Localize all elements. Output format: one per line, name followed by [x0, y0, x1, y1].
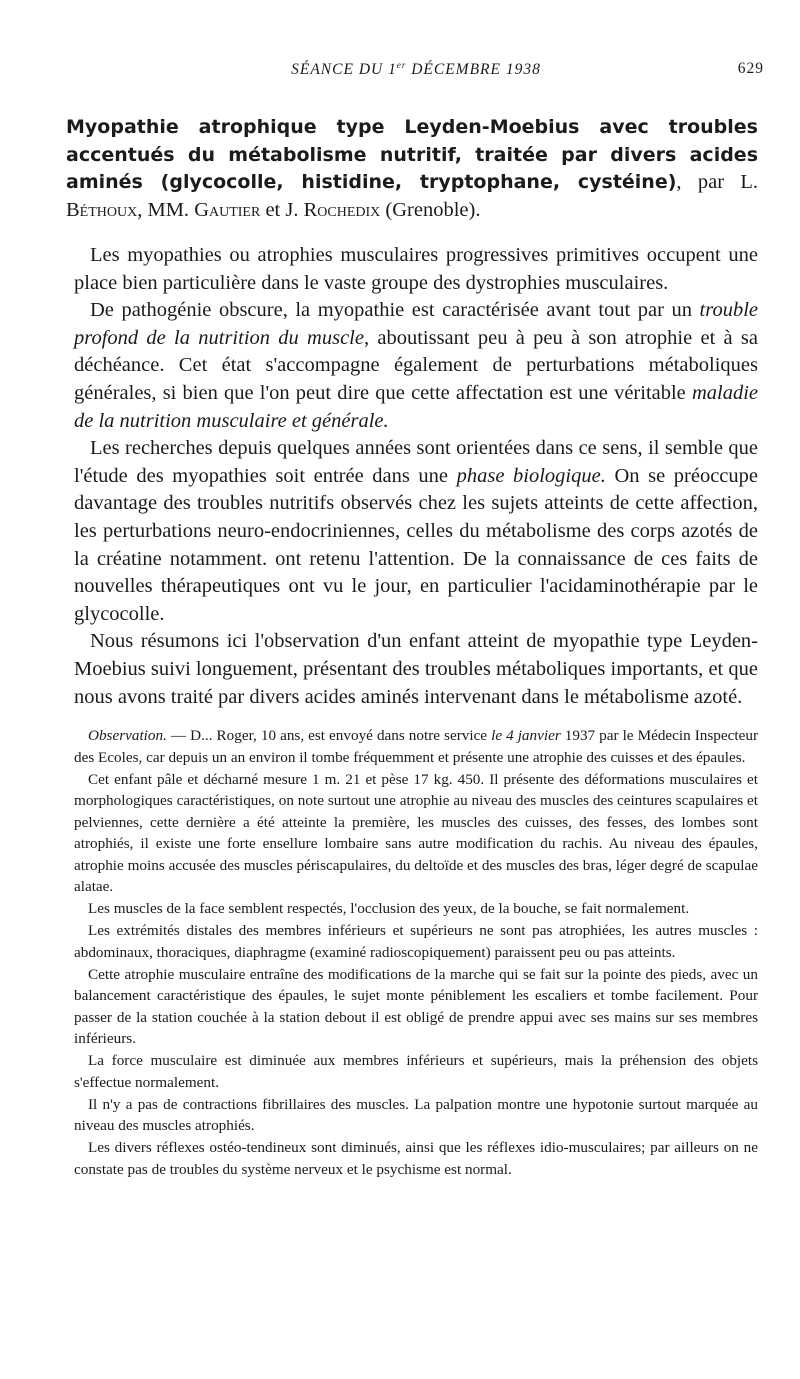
page-number: 629	[737, 60, 764, 77]
observation-paragraph: La force musculaire est diminuée aux membres inférieurs et supérieurs, mais la préhension des objets s'effectue normalement.	[74, 1052, 758, 1091]
observation-label: Observation.	[88, 727, 167, 745]
page	[66, 56, 764, 1180]
observation-paragraph: Il n'y a pas de contractions fibrillaires des muscles. La palpation montre une hypotonie surtout marquée au niveau des muscles atrophiés.	[74, 1095, 758, 1135]
title-text: Myopathie atrophique type Leyden-Moebius avec troubles accentués du métabolisme nutritif, traitée par divers acides aminés (glycocolle, histidine, tryptophane, cystéine)	[66, 116, 758, 193]
author-gautier: Gautier	[194, 198, 261, 221]
observation-paragraph: Cet enfant pâle et décharné mesure 1 m. 21 et pèse 17 kg. 450. Il présente des déformations musculaires et morphologiques caractéristiques, on note surtout une atrophie au niveau des muscles des ceintures scapulaires et pelviennes, cette dernière a été atteinte la première, les muscles des cuisses, des fesses, des lombes sont atrophiés, il existe une forte ensellure lombaire sans autre modification du rachis. Au niveau des épaules, atrophie moins accusée des muscles périscapulaires, du deltoïde et des muscles des bras, léger degré de scapulae alatae.	[74, 770, 758, 896]
intro-paragraph: Les recherches depuis quelques années sont orientées dans ce sens, il semble que l'étude des myopathies soit entrée dans une phase biologique. On se préoccupe davantage des troubles nutritifs observés chez les sujets atteints de cette affection, les perturbations neuro-endocriniennes, celles du métabolisme des corps azotés de la créatine notamment. ont retenu l'attention. De la connaissance de ces faits de nouvelles thérapeutiques ont vu le jour, en particulier l'acidaminothérapie par le glycocolle.	[74, 437, 758, 625]
observation-paragraph: Cette atrophie musculaire entraîne des modifications de la marche qui se fait sur la pointe des pieds, avec un balancement caractéristique des épaules, le sujet monte péniblement les escaliers et tombe facilement. Pour passer de la station couchée à la station debout il est obligé de prendre appui avec ses mains sur ses membres inférieurs.	[74, 965, 758, 1048]
article-title: Myopathie atrophique type Leyden-Moebius avec troubles accentués du métabolisme nutritif, traitée par divers acides aminés (glycocolle, histidine, tryptophane, cystéine), par L. Béthoux, MM. Gautier et J. Rochedix (Grenoble).	[66, 116, 758, 221]
author-rochedix: Rochedix	[303, 198, 381, 221]
observation-paragraph: Les extrémités distales des membres inférieurs et supérieurs ne sont pas atrophiées, les autres muscles : abdominaux, thoraciques, diaphragme (examiné radioscopiquement) paraissent peu ou pas atteints.	[74, 922, 758, 961]
affiliation: (Grenoble).	[380, 198, 481, 221]
running-header	[74, 56, 764, 86]
running-title: SÉANCE DU 1er DÉCEMBRE 1938	[291, 60, 541, 79]
observation-paragraph: Les muscles de la face semblent respectés, l'occlusion des yeux, de la bouche, se fait normalement.	[88, 900, 690, 918]
observation-paragraph: Observation. — D... Roger, 10 ans, est envoyé dans notre service le 4 janvier 1937 par le Médecin Inspecteur des Ecoles, car depuis un an environ il tombe fréquemment et présente une atrophie des cuisses et des épaules.	[74, 727, 758, 766]
observation-section	[74, 725, 758, 1180]
author-bethoux: Béthoux	[66, 198, 138, 221]
observation-paragraph: Les divers réflexes ostéo-tendineux sont diminués, ainsi que les réflexes idio-musculaires; par ailleurs on ne constate pas de troubles du système nerveux et le psychisme est normal.	[74, 1139, 758, 1178]
intro-paragraph: De pathogénie obscure, la myopathie est caractérisée avant tout par un trouble profond de la nutrition du muscle, aboutissant peu à peu à son atrophie et à sa déchéance. Cet état s'accompagne également de perturbations métaboliques générales, si bien que l'on peut dire que cette affectation est une véritable maladie de la nutrition musculaire et générale.	[74, 299, 758, 432]
introduction	[74, 242, 758, 711]
intro-paragraph: Nous résumons ici l'observation d'un enfant atteint de myopathie type Leyden-Moebius suivi longuement, présentant des troubles métaboliques importants, et que nous avons traité par divers acides aminés intervenant dans le métabolisme azoté.	[74, 630, 758, 708]
intro-paragraph: Les myopathies ou atrophies musculaires progressives primitives occupent une place bien particulière dans le vaste groupe des dystrophies musculaires.	[74, 244, 758, 294]
